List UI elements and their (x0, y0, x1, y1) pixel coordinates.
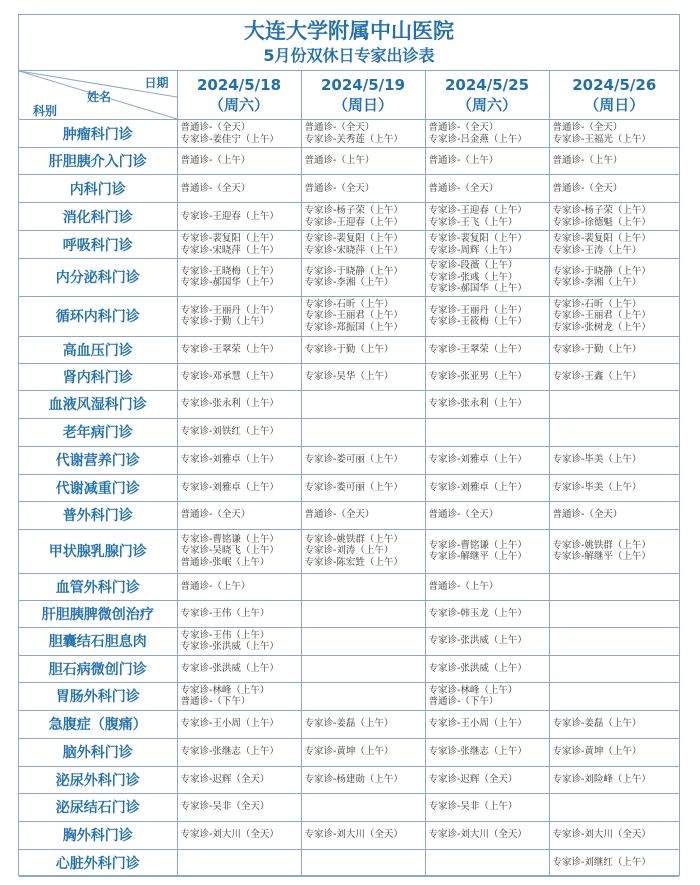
schedule-cell (301, 600, 425, 627)
department-name: 心脏外科门诊 (19, 849, 177, 876)
table-row (19, 175, 679, 203)
table-row (19, 120, 679, 148)
schedule-cell (425, 766, 549, 793)
table-row (19, 766, 679, 793)
schedule-cell (177, 821, 301, 849)
schedule-entry: 专家诊-王筱梅（上午） (428, 316, 527, 327)
table-row (19, 710, 679, 738)
schedule-entry: 专家诊-王翠荣（上午） (180, 343, 279, 355)
schedule-cell (177, 501, 301, 529)
department-name: 甲状腺乳腺门诊 (19, 529, 177, 573)
date-value: 2024/5/19 (320, 76, 406, 94)
schedule-entry: 专家诊-于勤（上午） (552, 343, 642, 355)
schedule-entry: 专家诊-王迎春（上午） (304, 216, 403, 228)
schedule-cell (301, 573, 425, 600)
schedule-cell (177, 296, 301, 336)
weekday-value: （周六） (456, 96, 517, 114)
table-row (19, 529, 679, 573)
schedule-entry: 专家诊-吕金燕（上午） (428, 133, 527, 145)
schedule-cell (301, 336, 425, 363)
schedule-cell (549, 259, 679, 297)
schedule-cell (177, 655, 301, 682)
schedule-cell (301, 175, 425, 203)
schedule-entry: 普通诊-（上午） (428, 155, 499, 167)
date-value: 2024/5/18 (196, 76, 282, 94)
schedule-cell (425, 390, 549, 418)
table-row (19, 682, 679, 710)
schedule-cell (177, 682, 301, 710)
schedule-entry: 专家诊-刘大川（全天） (180, 829, 279, 841)
schedule-subtitle: 5月份双休日专家出诊表 (263, 46, 435, 65)
table-row (19, 336, 679, 363)
schedule-cell (549, 231, 679, 259)
schedule-cell (425, 501, 549, 529)
schedule-entry: 专家诊-姚铁群（上午） (552, 539, 651, 551)
schedule-cell (549, 655, 679, 682)
schedule-cell (177, 474, 301, 501)
schedule-entry: 专家诊-张继志（上午） (180, 746, 279, 758)
table-row (19, 363, 679, 390)
schedule-entry: 专家诊-李湘（上午） (304, 277, 394, 289)
schedule-entry: 专家诊-曹铭谦（上午） (180, 533, 279, 545)
schedule-cell (549, 120, 679, 148)
schedule-cell (177, 363, 301, 390)
schedule-entry: 普通诊-（全天） (428, 122, 499, 133)
schedule-cell (177, 390, 301, 418)
schedule-entry: 专家诊-张亚男（上午） (428, 370, 527, 382)
corner-dept-label: 科别 (33, 104, 58, 118)
schedule-cell (301, 738, 425, 766)
department-name: 泌尿结石门诊 (19, 793, 177, 821)
schedule-cell (177, 203, 301, 231)
department-name: 急腹症（腹痛） (19, 710, 177, 738)
schedule-entry: 专家诊-于晓静（上午） (552, 265, 651, 277)
schedule-cell (425, 296, 549, 336)
schedule-entry: 专家诊-郝国华（上午） (428, 283, 527, 294)
schedule-cell (301, 446, 425, 474)
schedule-entry: 专家诊-毕美（上午） (552, 481, 642, 493)
schedule-entry: 专家诊-林峰（上午） (428, 684, 518, 696)
schedule-entry: 普通诊-（上午） (180, 155, 251, 167)
schedule-cell (177, 175, 301, 203)
table-row (19, 821, 679, 849)
schedule-entry: 专家诊-曹铭谦（上午） (428, 539, 527, 551)
schedule-cell (301, 682, 425, 710)
schedule-cell (177, 148, 301, 175)
date-header (177, 71, 301, 120)
schedule-cell (425, 474, 549, 501)
schedule-entry: 普通诊-（全天） (180, 509, 251, 521)
schedule-entry: 普通诊-（上午） (428, 580, 499, 592)
department-name: 血液风湿科门诊 (19, 390, 177, 418)
table-row (19, 849, 679, 876)
schedule-cell (549, 821, 679, 849)
schedule-entry: 专家诊-吴华（上午） (304, 370, 394, 382)
schedule-cell (549, 849, 679, 876)
schedule-cell (549, 390, 679, 418)
schedule-entry: 专家诊-刘雅卓（上午） (428, 454, 527, 466)
table-row (19, 148, 679, 175)
schedule-cell (301, 793, 425, 821)
schedule-entry: 专家诊-于勤（上午） (304, 343, 394, 355)
schedule-cell (425, 336, 549, 363)
schedule-cell (425, 231, 549, 259)
table-row (19, 501, 679, 529)
schedule-entry: 专家诊-裴复阳（上午） (180, 233, 279, 244)
schedule-entry: 专家诊-宋晓萍（上午） (304, 244, 403, 256)
schedule-cell (177, 600, 301, 627)
table-row (19, 259, 679, 297)
weekday-value: （周日） (332, 96, 393, 114)
schedule-entry: 专家诊-娄可丽（上午） (304, 481, 403, 493)
department-name: 循环内科门诊 (19, 296, 177, 336)
schedule-entry: 专家诊-关秀莲（上午） (304, 133, 403, 145)
schedule-entry: 专家诊-石昕（上午） (552, 298, 642, 310)
title-block (19, 15, 679, 71)
schedule-cell (301, 849, 425, 876)
department-name: 肝胆胰脾微创治疗 (19, 600, 177, 627)
header-row (19, 71, 679, 120)
schedule-cell (425, 573, 549, 600)
schedule-entry: 专家诊-张永利（上午） (428, 398, 527, 410)
schedule-cell (177, 793, 301, 821)
schedule-entry: 专家诊-毕美（上午） (552, 454, 642, 466)
schedule-entry: 专家诊-周辉（上午） (428, 244, 518, 256)
schedule-cell (549, 501, 679, 529)
schedule-entry: 专家诊-张洪威（上午） (180, 662, 279, 674)
schedule-cell (301, 231, 425, 259)
schedule-entry: 专家诊-黄坤（上午） (552, 746, 642, 758)
schedule-entry: 专家诊-张树龙（上午） (552, 321, 651, 333)
department-name: 老年病门诊 (19, 418, 177, 446)
department-name: 代谢减重门诊 (19, 474, 177, 501)
schedule-cell (549, 148, 679, 175)
schedule-entry: 专家诊-娄可丽（上午） (304, 454, 403, 466)
schedule-entry: 专家诊-姜磊（上午） (304, 718, 394, 730)
schedule-entry: 专家诊-张继志（上午） (428, 746, 527, 758)
schedule-entry: 专家诊-李湘（上午） (552, 277, 642, 289)
schedule-cell (425, 418, 549, 446)
schedule-entry: 专家诊-刘铁红（上午） (180, 426, 279, 438)
schedule-cell (425, 446, 549, 474)
schedule-cell (301, 501, 425, 529)
schedule-cell (177, 710, 301, 738)
schedule-cell (177, 336, 301, 363)
schedule-cell (549, 296, 679, 336)
schedule-cell (425, 655, 549, 682)
schedule-entry: 专家诊-王涛（上午） (552, 244, 642, 256)
schedule-entry: 专家诊-王迎春（上午） (428, 205, 527, 216)
schedule-cell (549, 474, 679, 501)
schedule-entry: 专家诊-裴复阳（上午） (428, 233, 527, 244)
corner-name-label: 姓名 (87, 90, 112, 104)
schedule-cell (549, 793, 679, 821)
schedule-entry: 专家诊-姜佳宁（上午） (180, 133, 279, 145)
schedule-entry: 专家诊-陈宏甡（上午） (304, 556, 403, 568)
table-row (19, 231, 679, 259)
schedule-entry: 专家诊-张洪威（上午） (180, 641, 279, 652)
schedule-entry: 专家诊-刘大川（全天） (552, 829, 651, 841)
department-name: 普外科门诊 (19, 501, 177, 529)
schedule-entry: 专家诊-解继平（上午） (552, 551, 651, 562)
corner-date-label: 日期 (144, 76, 169, 90)
schedule-cell (177, 231, 301, 259)
schedule-entry: 专家诊-郑振国（上午） (304, 321, 403, 333)
schedule-entry: 专家诊-刘雅卓（上午） (180, 454, 279, 466)
department-name: 消化科门诊 (19, 203, 177, 231)
schedule-cell (549, 600, 679, 627)
department-name: 脑外科门诊 (19, 738, 177, 766)
department-name: 胆囊结石胆息肉 (19, 627, 177, 655)
schedule-cell (177, 529, 301, 573)
department-name: 胆石病微创门诊 (19, 655, 177, 682)
schedule-entry: 专家诊-裴复阳（上午） (552, 233, 651, 244)
schedule-cell (301, 390, 425, 418)
table-row (19, 474, 679, 501)
schedule-cell (425, 682, 549, 710)
schedule-entry: 专家诊-王伟（上午） (180, 607, 270, 619)
table-row (19, 296, 679, 336)
schedule-cell (425, 203, 549, 231)
schedule-entry: 专家诊-林峰（上午） (180, 684, 270, 696)
department-name: 肿瘤科门诊 (19, 120, 177, 148)
schedule-cell (301, 203, 425, 231)
date-header (549, 71, 679, 120)
schedule-entry: 专家诊-张洪威（上午） (428, 635, 527, 647)
schedule-entry: 专家诊-王伟（上午） (180, 629, 270, 641)
schedule-entry: 专家诊-徐德魁（上午） (552, 216, 651, 228)
schedule-entry: 专家诊-迟辉（全天） (180, 773, 270, 785)
schedule-cell (425, 259, 549, 297)
schedule-cell (301, 655, 425, 682)
schedule-entry: 专家诊-张洪威（上午） (428, 662, 527, 674)
schedule-cell (549, 418, 679, 446)
schedule-entry: 专家诊-刘继红（上午） (552, 856, 651, 868)
schedule-entry: 专家诊-刘大川（全天） (428, 829, 527, 841)
schedule-cell (549, 175, 679, 203)
schedule-cell (425, 120, 549, 148)
schedule-cell (301, 529, 425, 573)
table-row (19, 738, 679, 766)
date-value: 2024/5/25 (444, 76, 530, 94)
schedule-cell (301, 821, 425, 849)
table-row (19, 655, 679, 682)
schedule-entry: 专家诊-韩玉龙（上午） (428, 607, 527, 619)
schedule-cell (425, 600, 549, 627)
schedule-cell (301, 474, 425, 501)
schedule-entry: 专家诊-黄坤（上午） (304, 746, 394, 758)
schedule-entry: 专家诊-于勤（上午） (180, 316, 270, 327)
table-row (19, 390, 679, 418)
schedule-table (19, 71, 679, 877)
schedule-cell (301, 296, 425, 336)
schedule-cell (425, 363, 549, 390)
schedule-cell (301, 259, 425, 297)
schedule-entry: 专家诊-杨子荣（上午） (304, 205, 403, 216)
corner-cell (19, 71, 177, 120)
schedule-cell (177, 738, 301, 766)
schedule-cell (549, 627, 679, 655)
table-row (19, 573, 679, 600)
schedule-entry: 专家诊-于晓静（上午） (304, 265, 403, 277)
schedule-cell (549, 710, 679, 738)
schedule-entry: 专家诊-王晓梅（上午） (180, 265, 279, 277)
schedule-entry: 普通诊-（全天） (552, 509, 623, 521)
schedule-entry: 专家诊-吴非（上午） (428, 801, 518, 813)
schedule-entry: 普通诊-（全天） (428, 182, 499, 194)
schedule-entry: 专家诊-王丽君（上午） (552, 310, 651, 322)
schedule-cell (549, 766, 679, 793)
schedule-cell (425, 821, 549, 849)
schedule-entry: 专家诊-姜磊（上午） (552, 718, 642, 730)
schedule-cell (177, 766, 301, 793)
schedule-cell (301, 148, 425, 175)
schedule-entry: 普通诊-（下午） (428, 696, 499, 707)
department-name: 肝胆胰介入门诊 (19, 148, 177, 175)
schedule-entry: 普通诊-（上午） (304, 155, 375, 167)
schedule-cell (177, 446, 301, 474)
schedule-entry: 专家诊-王飞（上午） (428, 216, 518, 228)
schedule-body (19, 120, 679, 877)
department-name: 胃肠外科门诊 (19, 682, 177, 710)
schedule-entry: 普通诊-（全天） (428, 509, 499, 521)
schedule-cell (301, 363, 425, 390)
schedule-cell (425, 529, 549, 573)
schedule-entry: 专家诊-迟辉（全天） (428, 773, 518, 785)
schedule-entry: 专家诊-裴复阳（上午） (304, 233, 403, 244)
schedule-cell (549, 363, 679, 390)
table-row (19, 418, 679, 446)
department-name: 代谢营养门诊 (19, 446, 177, 474)
schedule-cell (425, 849, 549, 876)
schedule-entry: 专家诊-吴晓飞（上午） (180, 545, 279, 557)
schedule-entry: 专家诊-王丽君（上午） (304, 310, 403, 322)
weekday-value: （周日） (584, 96, 645, 114)
schedule-cell (301, 418, 425, 446)
schedule-entry: 专家诊-王丽丹（上午） (428, 304, 527, 316)
schedule-entry: 专家诊-杨建勋（上午） (304, 773, 403, 785)
date-header (425, 71, 549, 120)
schedule-cell (425, 627, 549, 655)
schedule-entry: 专家诊-姚铁群（上午） (304, 533, 403, 545)
schedule-cell (301, 627, 425, 655)
department-name: 呼吸科门诊 (19, 231, 177, 259)
schedule-cell (425, 738, 549, 766)
schedule-entry: 专家诊-邓承慧（上午） (180, 370, 279, 382)
schedule-cell (301, 120, 425, 148)
schedule-entry: 普通诊-张岷（上午） (180, 556, 270, 568)
table-row (19, 793, 679, 821)
table-row (19, 446, 679, 474)
schedule-cell (177, 418, 301, 446)
schedule-entry: 专家诊-王福光（上午） (552, 133, 651, 145)
schedule-cell (425, 710, 549, 738)
department-name: 内分泌科门诊 (19, 259, 177, 297)
schedule-entry: 专家诊-吴非（全天） (180, 801, 270, 813)
schedule-cell (549, 529, 679, 573)
schedule-sheet (18, 14, 680, 876)
date-header (301, 71, 425, 120)
schedule-entry: 专家诊-刘险峰（上午） (552, 773, 651, 785)
schedule-cell (177, 259, 301, 297)
schedule-entry: 普通诊-（全天） (180, 122, 251, 133)
schedule-cell (177, 627, 301, 655)
schedule-cell (549, 738, 679, 766)
department-name: 泌尿外科门诊 (19, 766, 177, 793)
schedule-cell (549, 573, 679, 600)
schedule-cell (177, 120, 301, 148)
table-row (19, 627, 679, 655)
schedule-cell (549, 336, 679, 363)
schedule-entry: 专家诊-王翠荣（上午） (428, 343, 527, 355)
schedule-entry: 专家诊-刘大川（全天） (304, 829, 403, 841)
schedule-entry: 普通诊-（上午） (552, 155, 623, 167)
table-row (19, 600, 679, 627)
schedule-entry: 普通诊-（全天） (552, 182, 623, 194)
schedule-cell (425, 175, 549, 203)
schedule-entry: 专家诊-刘雅卓（上午） (428, 481, 527, 493)
department-name: 血管外科门诊 (19, 573, 177, 600)
schedule-entry: 专家诊-郝国华（上午） (180, 277, 279, 289)
schedule-entry: 专家诊-王丽丹（上午） (180, 304, 279, 316)
schedule-entry: 专家诊-王鑫（上午） (552, 370, 642, 382)
department-name: 内科门诊 (19, 175, 177, 203)
schedule-entry: 普通诊-（上午） (180, 580, 251, 592)
schedule-entry: 普通诊-（全天） (304, 122, 375, 133)
schedule-cell (301, 766, 425, 793)
schedule-entry: 普通诊-（全天） (304, 509, 375, 521)
schedule-cell (425, 148, 549, 175)
schedule-entry: 专家诊-王小周（上午） (428, 718, 527, 730)
table-row (19, 203, 679, 231)
schedule-entry: 专家诊-刘涛（上午） (304, 545, 394, 557)
schedule-entry: 专家诊-石昕（上午） (304, 298, 394, 310)
schedule-cell (549, 446, 679, 474)
schedule-cell (549, 203, 679, 231)
schedule-cell (425, 793, 549, 821)
schedule-entry: 专家诊-解继平（上午） (428, 551, 527, 562)
schedule-entry: 普通诊-（全天） (304, 182, 375, 194)
department-name: 胸外科门诊 (19, 821, 177, 849)
schedule-cell (301, 710, 425, 738)
schedule-entry: 专家诊-杨子荣（上午） (552, 205, 651, 216)
schedule-entry: 专家诊-段薇（上午） (428, 260, 518, 271)
hospital-title: 大连大学附属中山医院 (244, 19, 454, 43)
schedule-cell (177, 849, 301, 876)
schedule-entry: 专家诊-王迎春（上午） (180, 210, 279, 222)
department-name: 高血压门诊 (19, 336, 177, 363)
date-value: 2024/5/26 (572, 76, 657, 94)
schedule-cell (177, 573, 301, 600)
weekday-value: （周六） (208, 96, 269, 114)
schedule-entry: 专家诊-刘雅卓（上午） (180, 481, 279, 493)
schedule-cell (549, 682, 679, 710)
schedule-entry: 普通诊-（下午） (180, 696, 251, 707)
schedule-entry: 普通诊-（全天） (180, 182, 251, 194)
schedule-entry: 专家诊-王小周（上午） (180, 718, 279, 730)
department-name: 肾内科门诊 (19, 363, 177, 390)
schedule-entry: 普通诊-（全天） (552, 122, 623, 133)
schedule-entry: 专家诊-张永利（上午） (180, 398, 279, 410)
schedule-entry: 专家诊-张彧（上午） (428, 271, 518, 283)
schedule-entry: 专家诊-宋晓萍（上午） (180, 244, 279, 256)
